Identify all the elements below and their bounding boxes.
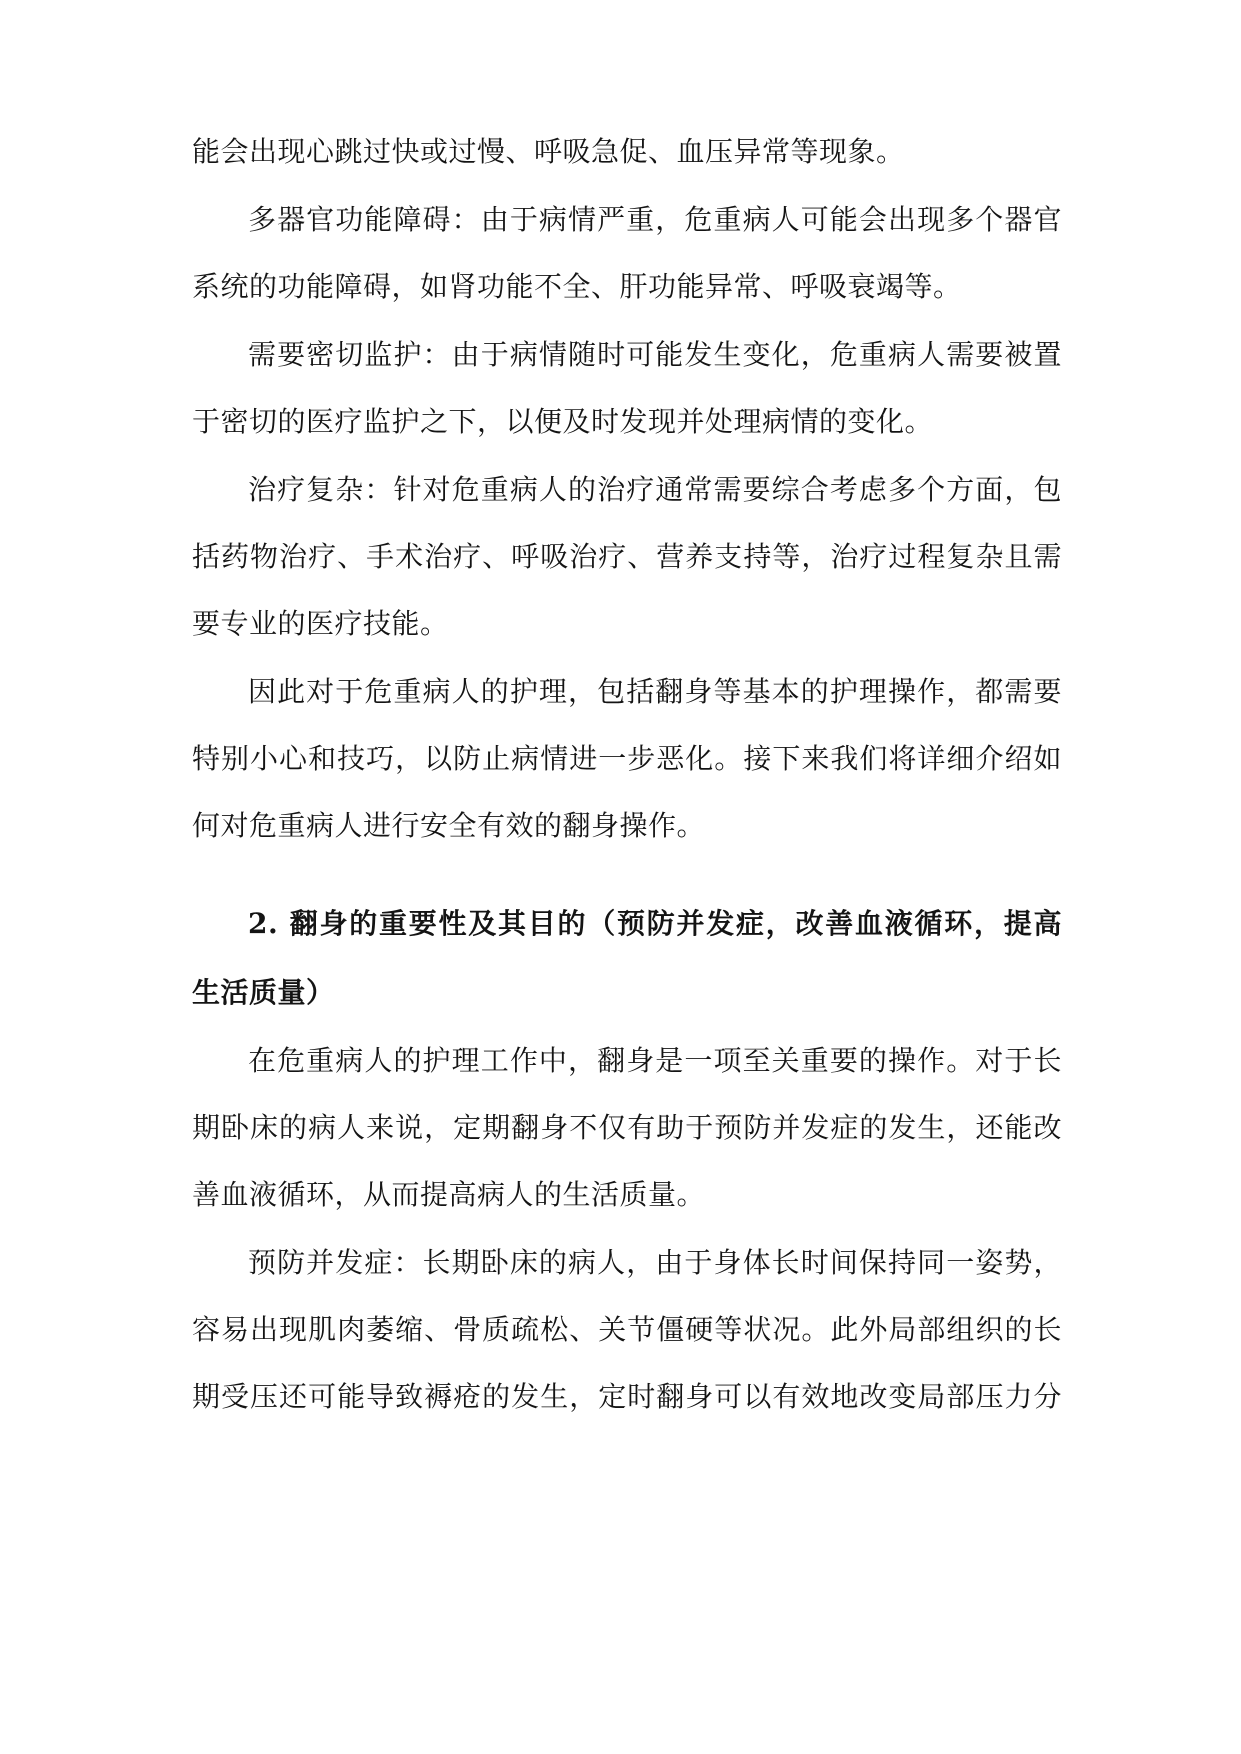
paragraph-line: 需要密切监护：由于病情随时可能发生变化，危重病人需要被置 (248, 338, 1062, 371)
paragraph-line: 多器官功能障碍：由于病情严重，危重病人可能会出现多个器官 (248, 203, 1062, 236)
paragraph-line: 何对危重病人进行安全有效的翻身操作。 (192, 809, 706, 842)
section-heading: 生活质量） (192, 976, 335, 1009)
paragraph-line: 特别小心和技巧，以防止病情进一步恶化。接下来我们将详细介绍如 (192, 742, 1062, 775)
paragraph-line: 善血液循环，从而提高病人的生活质量。 (192, 1178, 706, 1211)
paragraph-line: 预防并发症：长期卧床的病人，由于身体长时间保持同一姿势， (248, 1246, 1062, 1279)
paragraph-line: 治疗复杂：针对危重病人的治疗通常需要综合考虑多个方面，包 (248, 473, 1062, 506)
paragraph-line: 因此对于危重病人的护理，包括翻身等基本的护理操作，都需要 (248, 675, 1062, 708)
paragraph-line: 期受压还可能导致褥疮的发生，定时翻身可以有效地改变局部压力分 (192, 1380, 1062, 1413)
paragraph-line: 要专业的医疗技能。 (192, 607, 449, 640)
paragraph-line: 期卧床的病人来说，定期翻身不仅有助于预防并发症的发生，还能改 (192, 1111, 1062, 1144)
paragraph-line: 于密切的医疗监护之下，以便及时发现并处理病情的变化。 (192, 405, 934, 438)
paragraph-line: 系统的功能障碍，如肾功能不全、肝功能异常、呼吸衰竭等。 (192, 270, 962, 303)
paragraph-line: 括药物治疗、手术治疗、呼吸治疗、营养支持等，治疗过程复杂且需 (192, 540, 1062, 573)
paragraph-line: 容易出现肌肉萎缩、骨质疏松、关节僵硬等状况。此外局部组织的长 (192, 1313, 1062, 1346)
section-heading: 2. 翻身的重要性及其目的（预防并发症，改善血液循环，提高 (248, 907, 1062, 940)
paragraph-line: 能会出现心跳过快或过慢、呼吸急促、血压异常等现象。 (192, 135, 905, 168)
paragraph-line: 在危重病人的护理工作中，翻身是一项至关重要的操作。对于长 (248, 1044, 1062, 1077)
